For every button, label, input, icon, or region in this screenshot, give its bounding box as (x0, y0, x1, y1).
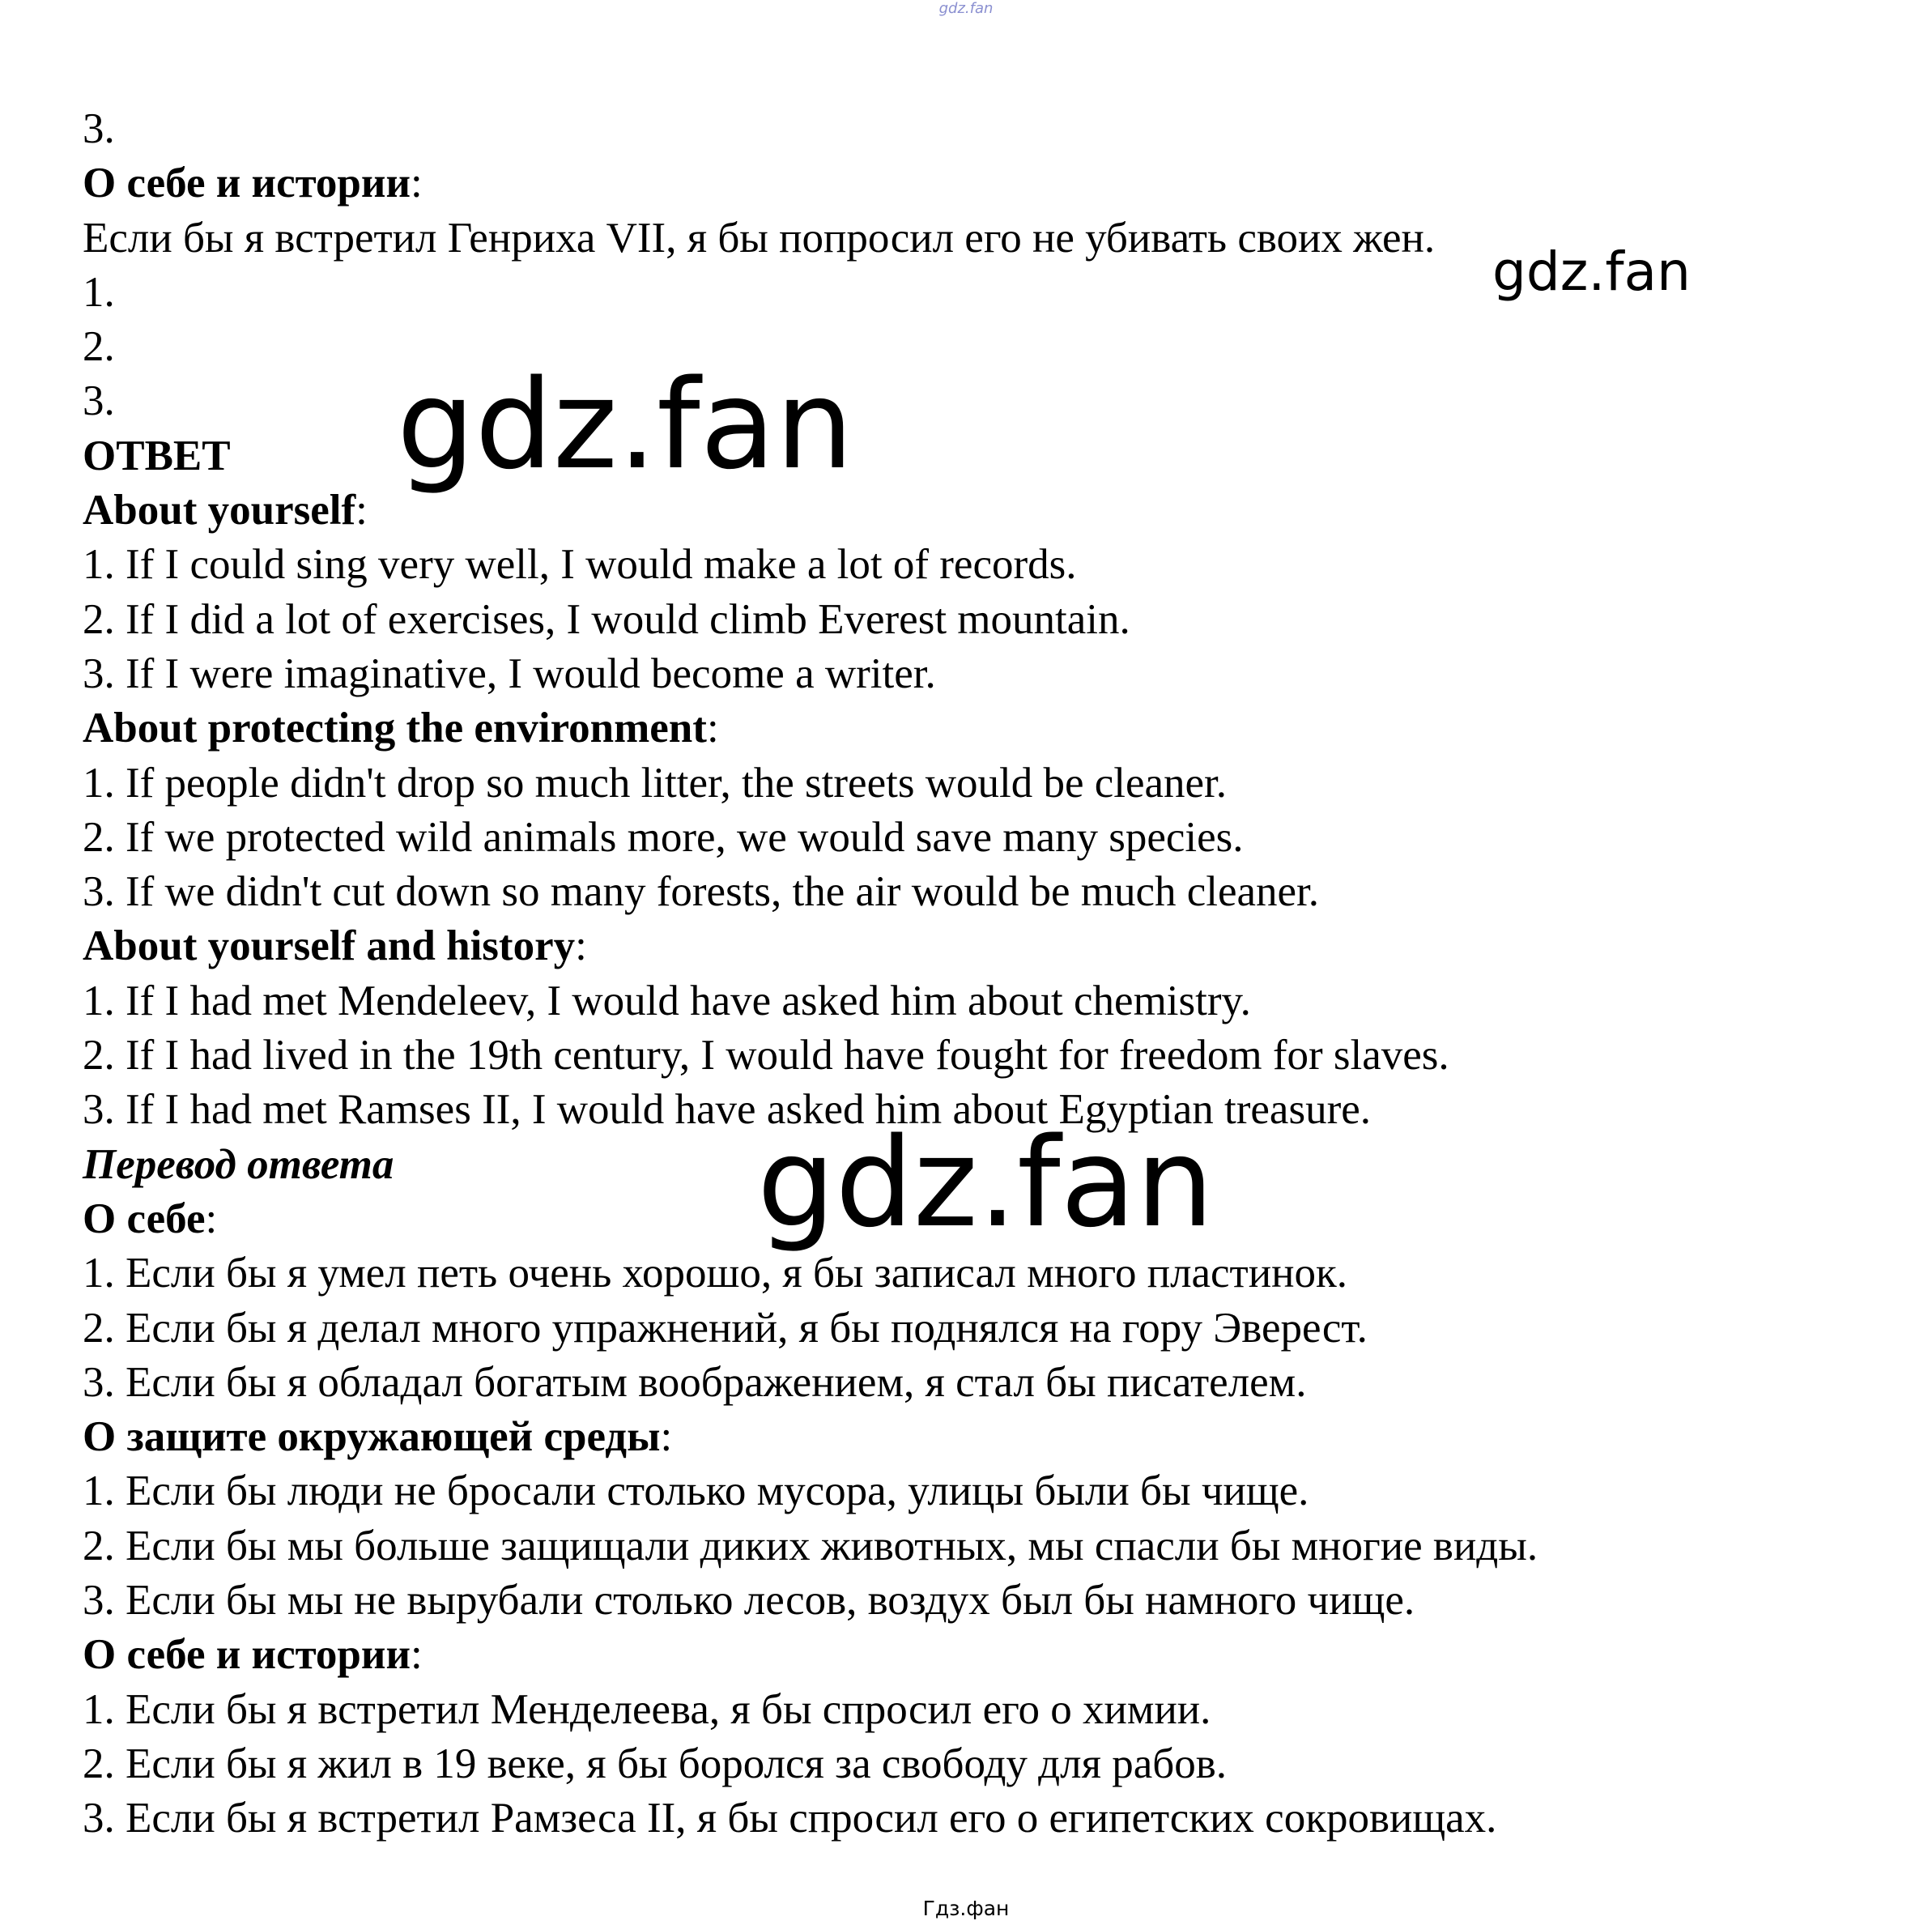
text-line: Если бы я встретил Генриха VII, я бы попросил его не убивать своих жен. (83, 214, 1436, 262)
section-heading: О себе: (83, 1195, 218, 1242)
top-watermark: gdz.fan (938, 0, 994, 17)
section-heading: About protecting the environment: (83, 705, 719, 752)
section-heading: О защите окружающей среды: (83, 1413, 673, 1461)
list-item: 3. Если бы я обладал богатым воображением, я стал бы писателем. (83, 1358, 1307, 1406)
list-item: 2. Если бы я жил в 19 веке, я бы боролся за свободу для рабов. (83, 1740, 1227, 1787)
text-line: 2. (83, 323, 115, 371)
list-item: 3. If I had met Ramses II, I would have asked him about Egyptian treasure. (83, 1086, 1372, 1134)
list-item: 1. If people didn't drop so much litter, the streets would be cleaner. (83, 759, 1228, 807)
section-heading: О себе и истории: (83, 160, 423, 207)
list-item: 2. If we protected wild animals more, we would save many species. (83, 813, 1244, 861)
list-item: 3. Если бы я встретил Рамзеса II, я бы спросил его о египетских сокровищах. (83, 1795, 1497, 1842)
watermark-large-top: gdz.fan (397, 353, 854, 496)
watermark-large-middle: gdz.fan (757, 1111, 1215, 1254)
list-item: 2. If I had lived in the 19th century, I would have fought for freedom for slaves. (83, 1032, 1449, 1080)
list-item: 3. Если бы мы не вырубали столько лесов, воздух был бы намного чище. (83, 1577, 1415, 1625)
text-line: 3. (83, 105, 115, 152)
section-heading: О себе и истории: (83, 1631, 423, 1679)
translation-heading: Перевод ответа (83, 1140, 394, 1188)
list-item: 2. Если бы мы больше защищали диких животных, мы спасли бы многие виды. (83, 1522, 1538, 1569)
list-item: 1. Если бы я умел петь очень хорошо, я бы записал много пластинок. (83, 1250, 1347, 1297)
answer-heading: ОТВЕТ (83, 432, 231, 479)
section-heading: About yourself: (83, 487, 368, 534)
text-line: 1. (83, 268, 115, 316)
list-item: 1. Если бы люди не бросали столько мусора, улицы были бы чище. (83, 1467, 1309, 1515)
document-body (83, 102, 1896, 1846)
section-heading: About yourself and history: (83, 922, 587, 970)
list-item: 1. If I could sing very well, I would make a lot of records. (83, 541, 1077, 589)
list-item: 1. If I had met Mendeleev, I would have asked him about chemistry. (83, 977, 1251, 1024)
text-line: 3. (83, 377, 115, 425)
list-item: 1. Если бы я встретил Менделеева, я бы спросил его о химии. (83, 1685, 1211, 1733)
list-item: 3. If I were imaginative, I would become a writer. (83, 649, 936, 697)
page-footer: Гдз.фан (922, 1897, 1010, 1920)
list-item: 2. If I did a lot of exercises, I would climb Everest mountain. (83, 595, 1130, 643)
list-item: 3. If we didn't cut down so many forests, the air would be much cleaner. (83, 868, 1320, 916)
list-item: 2. Если бы я делал много упражнений, я бы поднялся на гору Эверест. (83, 1304, 1368, 1352)
watermark-small: gdz.fan (1492, 241, 1691, 303)
